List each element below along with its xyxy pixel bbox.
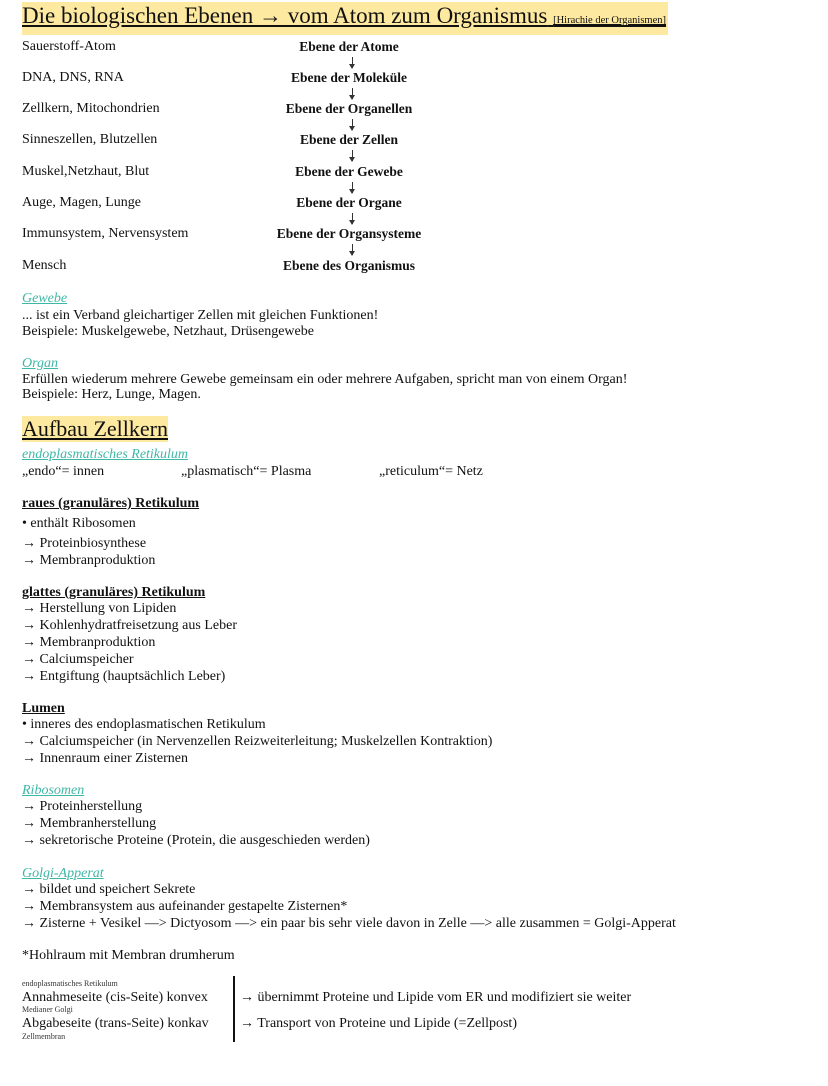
- text-line: → Entgiftung (hauptsächlich Leber): [22, 669, 226, 684]
- level-example: Immunsystem, Nervensystem: [22, 226, 189, 241]
- term: „reticulum“= Netz: [379, 464, 483, 479]
- level-example: Mensch: [22, 258, 67, 273]
- level-example: DNA, DNS, RNA: [22, 70, 124, 85]
- footnote: *Hohlraum mit Membran drumherum: [22, 948, 235, 963]
- gewebe-heading[interactable]: Gewebe: [22, 291, 68, 306]
- arrow-down-icon: [352, 213, 353, 224]
- level-example: Sauerstoff-Atom: [22, 39, 116, 54]
- text-line: Beispiele: Muskelgewebe, Netzhaut, Drüsengewebe: [22, 324, 314, 339]
- text-line: → Calciumspeicher: [22, 652, 134, 667]
- level-label: Ebene der Organsysteme: [276, 226, 422, 241]
- arrow-down-icon: [352, 88, 353, 99]
- term: „plasmatisch“= Plasma: [181, 464, 312, 479]
- label-mid: Medianer Golgi: [22, 1005, 73, 1014]
- ribosomen-heading[interactable]: Ribosomen: [22, 783, 85, 798]
- text-line: → Membranherstellung: [22, 816, 157, 831]
- row2-right: → Transport von Proteine und Lipide (=Zellpost): [240, 1016, 517, 1031]
- level-example: Auge, Magen, Lunge: [22, 195, 141, 210]
- divider: [233, 976, 235, 1042]
- raues-heading: raues (granuläres) Retikulum: [22, 496, 200, 511]
- label-top: endoplasmatisches Retikulum: [22, 979, 118, 988]
- arrow-down-icon: [352, 182, 353, 193]
- row2-left: Abgabeseite (trans-Seite) konkav: [22, 1016, 209, 1031]
- lumen-heading: Lumen: [22, 701, 65, 716]
- text-line: Erfüllen wiederum mehrere Gewebe gemeinsam ein oder mehrere Aufgaben, spricht man von einem Organ!: [22, 372, 628, 387]
- arrow-down-icon: [352, 150, 353, 161]
- level-label: Ebene der Moleküle: [291, 70, 407, 85]
- label-bottom: Zellmembran: [22, 1032, 66, 1041]
- text-line: → Calciumspeicher (in Nervenzellen Reizweiterleitung; Muskelzellen Kontraktion): [22, 734, 493, 749]
- arrow-down-icon: [352, 244, 353, 255]
- er-heading[interactable]: endoplasmatisches Retikulum: [22, 447, 189, 462]
- text-line: → Proteinherstellung: [22, 799, 143, 814]
- text-line: → Proteinbiosynthese: [22, 536, 147, 551]
- section-title: Aufbau Zellkern: [22, 416, 168, 441]
- title-note: [Hirachie der Organismen]: [553, 15, 667, 26]
- level-label: Ebene der Organellen: [285, 101, 413, 116]
- text-line: • enthält Ribosomen: [22, 516, 136, 531]
- title-text: Die biologischen Ebenen → vom Atom zum Organismus: [22, 3, 548, 28]
- text-line: → Membranproduktion: [22, 635, 156, 650]
- text-line: → Zisterne + Vesikel —> Dictyosom —> ein paar bis sehr viele davon in Zelle —> alle zusammen = Golgi-Apperat: [22, 916, 676, 931]
- page-title: [22, 2, 668, 35]
- text-line: • inneres des endoplasmatischen Retikulum: [22, 717, 266, 732]
- text-line: → Kohlenhydratfreisetzung aus Leber: [22, 618, 237, 633]
- text-line: → bildet und speichert Sekrete: [22, 882, 196, 897]
- glattes-heading: glattes (granuläres) Retikulum: [22, 585, 206, 600]
- text-line: → Innenraum einer Zisternen: [22, 751, 188, 766]
- level-example: Muskel,Netzhaut, Blut: [22, 164, 150, 179]
- row1-right: → übernimmt Proteine und Lipide vom ER und modifiziert sie weiter: [240, 990, 632, 1005]
- golgi-heading[interactable]: Golgi-Apperat: [22, 866, 104, 881]
- text-line: Beispiele: Herz, Lunge, Magen.: [22, 387, 201, 402]
- level-label: Ebene des Organismus: [282, 258, 416, 273]
- level-label: Ebene der Zellen: [299, 132, 399, 147]
- arrow-down-icon: [352, 57, 353, 68]
- level-label: Ebene der Organe: [296, 195, 402, 210]
- term: „endo“= innen: [22, 464, 105, 479]
- level-example: Sinneszellen, Blutzellen: [22, 132, 158, 147]
- text-line: ... ist ein Verband gleichartiger Zellen mit gleichen Funktionen!: [22, 308, 379, 323]
- row1-left: Annahmeseite (cis-Seite) konvex: [22, 990, 208, 1005]
- level-label: Ebene der Gewebe: [295, 164, 403, 179]
- organ-heading[interactable]: Organ: [22, 356, 59, 371]
- text-line: → Herstellung von Lipiden: [22, 601, 177, 616]
- text-line: → sekretorische Proteine (Protein, die ausgeschieden werden): [22, 833, 370, 848]
- text-line: → Membransystem aus aufeinander gestapelte Zisternen*: [22, 899, 348, 914]
- arrow-down-icon: [352, 119, 353, 130]
- text-line: → Membranproduktion: [22, 553, 156, 568]
- level-example: Zellkern, Mitochondrien: [22, 101, 160, 116]
- level-label: Ebene der Atome: [299, 39, 399, 54]
